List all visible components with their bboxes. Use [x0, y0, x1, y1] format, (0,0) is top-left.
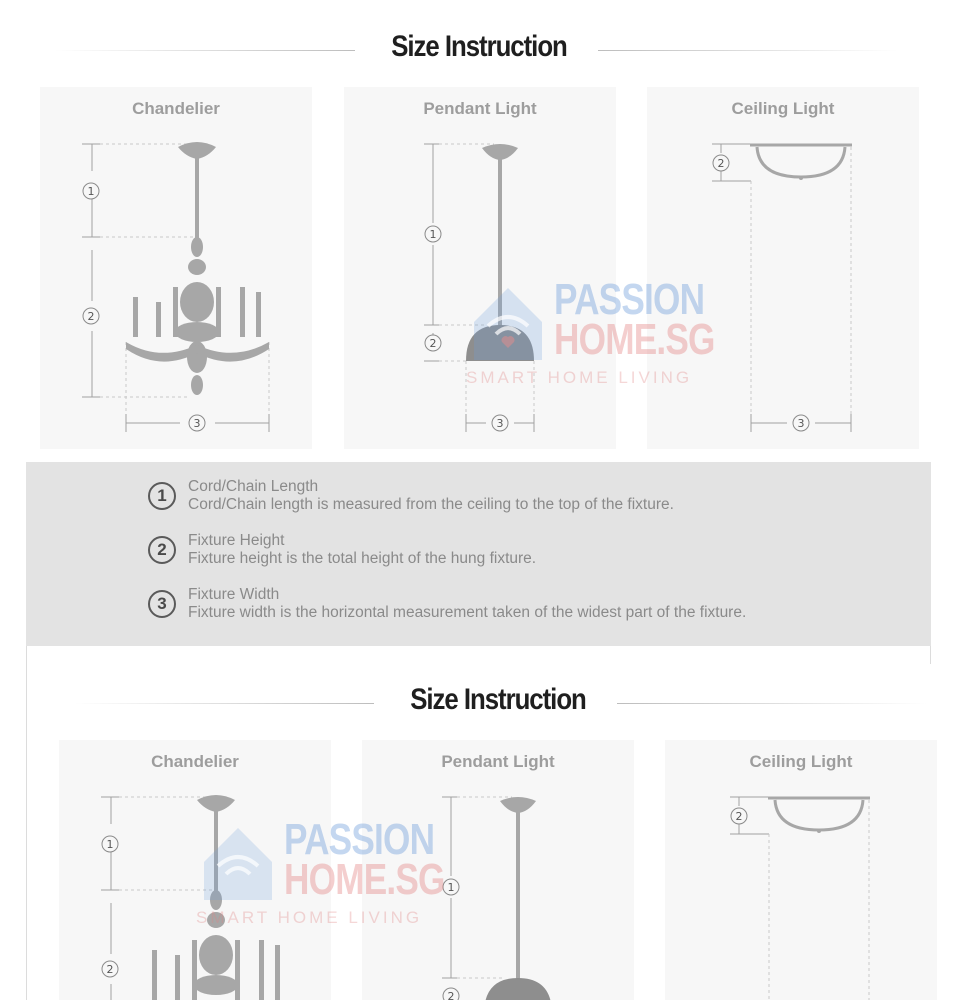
legend-description: Fixture width is the horizontal measurement taken of the widest part of the fixture.: [188, 604, 747, 621]
svg-text:1: 1: [106, 838, 114, 851]
svg-text:3: 3: [496, 417, 504, 430]
legend-title: Fixture Width: [188, 586, 280, 603]
panel-label: Ceiling Light: [749, 752, 853, 771]
svg-text:2: 2: [87, 310, 95, 323]
number-three-icon: 3: [148, 590, 176, 618]
watermark-tagline: SMART HOME LIVING: [466, 368, 693, 387]
ceiling-light-diagram: [665, 740, 937, 1000]
svg-text:1: 1: [429, 228, 437, 241]
frame-edge-right: [930, 646, 931, 664]
svg-text:3: 3: [193, 417, 201, 430]
chandelier-panel: [40, 87, 312, 449]
ceiling-light-panel: [647, 87, 919, 449]
section-title: Size Instruction: [410, 683, 586, 716]
legend-description: Fixture height is the total height of the hung fixture.: [188, 550, 537, 567]
ceiling-light-panel: [665, 740, 937, 1000]
section-title-row: [0, 683, 960, 723]
watermark-line1: PASSION: [554, 275, 705, 324]
legend-description: Cord/Chain length is measured from the ceiling to the top of the fixture.: [188, 496, 674, 513]
svg-text:1: 1: [447, 881, 455, 894]
panel-label: Pendant Light: [441, 752, 555, 771]
chandelier-diagram: [40, 87, 312, 449]
svg-text:2: 2: [717, 157, 725, 170]
watermark-line2: HOME.SG: [284, 855, 445, 904]
pendant-diagram: [344, 87, 616, 449]
svg-text:2: 2: [447, 990, 455, 1000]
panel-label: Ceiling Light: [731, 99, 835, 118]
panel-label: Chandelier: [151, 752, 239, 771]
panel-label: Chandelier: [132, 99, 220, 118]
title-rule-left: [55, 50, 355, 51]
panel-label: Pendant Light: [423, 99, 537, 118]
svg-text:2: 2: [106, 963, 114, 976]
svg-text:2: 2: [429, 337, 437, 350]
watermark-tagline: SMART HOME LIVING: [196, 908, 423, 927]
watermark-line2: HOME.SG: [554, 315, 715, 364]
title-rule-right: [617, 703, 927, 704]
svg-text:3: 3: [797, 417, 805, 430]
number-two-icon: 2: [148, 536, 176, 564]
ceiling-light-diagram: [647, 87, 919, 449]
legend-title: Cord/Chain Length: [188, 478, 319, 495]
title-rule-left: [74, 703, 374, 704]
watermark-line1: PASSION: [284, 815, 435, 864]
svg-text:1: 1: [87, 185, 95, 198]
title-rule-right: [598, 50, 898, 51]
legend-title: Fixture Height: [188, 532, 285, 549]
number-one-icon: 1: [148, 482, 176, 510]
svg-text:2: 2: [735, 810, 743, 823]
pendant-panel: [344, 87, 616, 449]
section-title: Size Instruction: [391, 30, 567, 63]
wifi-house-logo-icon: [468, 282, 548, 362]
wifi-house-logo-icon: [198, 822, 278, 902]
section-title-row: [0, 30, 960, 70]
dimension-legend: [26, 462, 931, 646]
